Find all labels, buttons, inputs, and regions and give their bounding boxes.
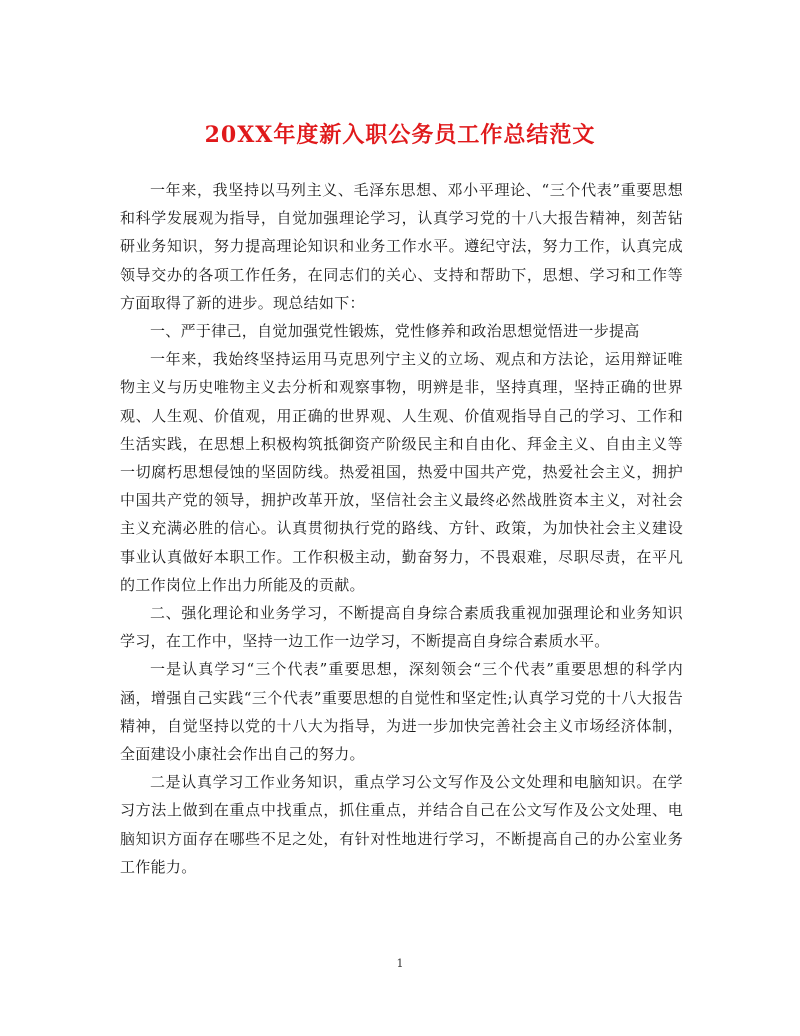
paragraph-intro: 一年来，我坚持以马列主义、毛泽东思想、邓小平理论、“三个代表”重要思想和科学发展观为指导，自觉加强理论学习，认真学习党的十八大报告精神，刻苦钻研业务知识，努力提高理论知识和业务工作水平。遵纪守法，努力工作，认真完成领导交办的各项工作任务，在同志们的关心、支持和帮助下，思想、学习和工作等方面取得了新的进步。现总结如下：	[120, 181, 683, 312]
document-body	[120, 176, 683, 881]
paragraph-item-1: 一是认真学习“三个代表”重要思想，深刻领会“三个代表”重要思想的科学内涵，增强自己实践“三个代表”重要思想的自觉性和坚定性;认真学习党的十八大报告精神，自觉坚持以党的十八大为指导，为进一步加快完善社会主义市场经济体制，全面建设小康社会作出自己的努力。	[120, 660, 683, 764]
paragraph-section-2-heading: 二、强化理论和业务学习，不断提高自身综合素质我重视加强理论和业务知识学习，在工作中，坚持一边工作一边学习，不断提高自身综合素质水平。	[120, 604, 683, 651]
paragraph-section-1-body: 一年来，我始终坚持运用马克思列宁主义的立场、观点和方法论，运用辩证唯物主义与历史唯物主义去分析和观察事物，明辨是非，坚持真理，坚持正确的世界观、人生观、价值观，用正确的世界观、人生观、价值观指导自己的学习、工作和生活实践，在思想上积极构筑抵御资产阶级民主和自由化、拜金主义、自由主义等一切腐朽思想侵蚀的坚固防线。热爱祖国，热爱中国共产党，热爱社会主义，拥护中国共产党的领导，拥护改革开放，坚信社会主义最终必然战胜资本主义，对社会主义充满必胜的信心。认真贯彻执行党的路线、方针、政策，为加快社会主义建设事业认真做好本职工作。工作积极主动，勤奋努力，不畏艰难，尽职尽责，在平凡的工作岗位上作出力所能及的贡献。	[120, 350, 683, 594]
document-title: 20XX年度新入职公务员工作总结范文	[204, 121, 596, 148]
page-number: 1	[396, 957, 404, 970]
paragraph-section-1-heading: 一、严于律己，自觉加强党性锻炼，党性修养和政治思想觉悟进一步提高	[150, 322, 640, 341]
paragraph-item-2: 二是认真学习工作业务知识，重点学习公文写作及公文处理和电脑知识。在学习方法上做到在重点中找重点，抓住重点，并结合自己在公文写作及公文处理、电脑知识方面存在哪些不足之处，有针对性地进行学习，不断提高自己的办公室业务工作能力。	[120, 773, 683, 876]
